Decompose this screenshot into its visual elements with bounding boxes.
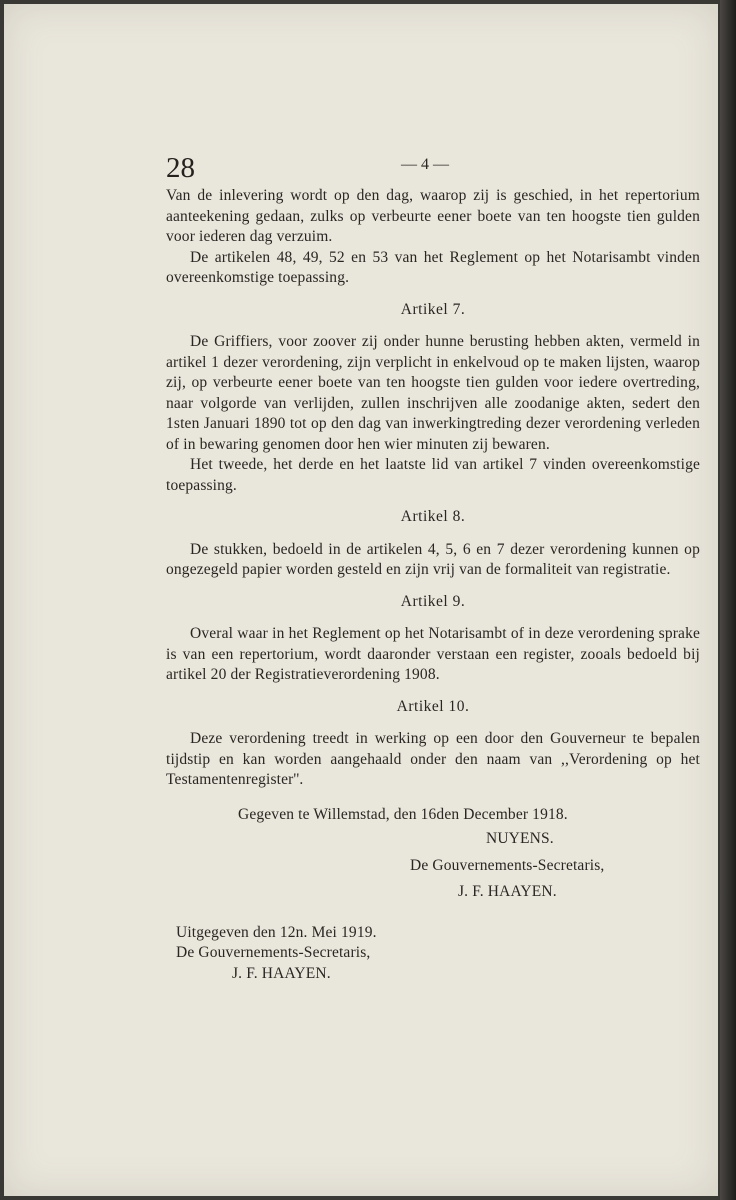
secretary-title: De Gouvernements-Secretaris, — [410, 856, 605, 874]
heading-artikel-10: Artikel 10. — [396, 697, 470, 715]
heading-artikel-9: Artikel 9. — [400, 592, 466, 610]
publication-secretary-title: De Gouvernements-Secretaris, — [176, 944, 371, 961]
heading-artikel-8: Artikel 8. — [400, 508, 466, 525]
page-edge — [720, 0, 736, 1200]
paragraph-inlevering: Van de inlevering wordt op den dag, waarop zij is geschied, in het repertorium aanteekening gedaan, zulks op verbeurte eener boete van ten hoogste tien gulden voor iederen dag verzuim. — [166, 187, 700, 245]
running-head: — 4 — — [401, 156, 449, 173]
signature-block — [166, 805, 700, 903]
heading-artikel-7: Artikel 7. — [400, 300, 466, 318]
publication-block — [176, 923, 700, 985]
document-page — [4, 4, 718, 1196]
paragraph-artikel-9: Overal waar in het Reglement op het Notarisambt of in deze verordening sprake is van een repertorium, wordt daaronder verstaan een register, zooals bedoeld bij artikel 20 der Registratieverordening 1908. — [166, 625, 700, 683]
page-number: 28 — [166, 152, 195, 184]
secretary-name: J. F. HAAYEN. — [458, 883, 557, 900]
paragraph-artikel-7-1: De Griffiers, voor zoover zij onder hunne berusting hebben akten, vermeld in artikel 1 dezer verordening, zijn verplicht in enkelvoud op te maken lijsten, waarop zij, op verbeurte eener boete van ten hoogste tien gulden voor iedere overtreding, naar volgorde van verlijden, zullen inschrijven alle zoodanige akten, sedert den 1sten Januari 1890 tot op den dag van inwerkingtreding dezer verordening verleden of in bewaring genomen door hen wier minuten zij bewaren. — [166, 333, 700, 453]
document-body — [166, 186, 700, 984]
paragraph-artikel-10: Deze verordening treedt in werking op een door den Gouverneur te bepalen tijdstip en kan worden aangehaald onder den naam van ,,Verordening op het Testamentenregister''. — [166, 730, 700, 788]
governor-name: NUYENS. — [486, 830, 554, 847]
given-line: Gegeven te Willemstad, den 16den December 1918. — [238, 805, 568, 823]
publication-secretary-name: J. F. HAAYEN. — [232, 964, 331, 982]
paragraph-artikel-8: De stukken, bedoeld in de artikelen 4, 5, 6 en 7 dezer verordening kunnen op ongezegeld papier worden gesteld en zijn vrij van de formaliteit van registratie. — [166, 540, 700, 578]
paragraph-artikelen: De artikelen 48, 49, 52 en 53 van het Reglement op het Notarisambt vinden overeenkomstige toepassing. — [166, 248, 700, 286]
paragraph-artikel-7-2: Het tweede, het derde en het laatste lid van artikel 7 vinden overeenkomstige toepassing. — [166, 456, 700, 494]
publication-date: Uitgegeven den 12n. Mei 1919. — [176, 923, 377, 941]
